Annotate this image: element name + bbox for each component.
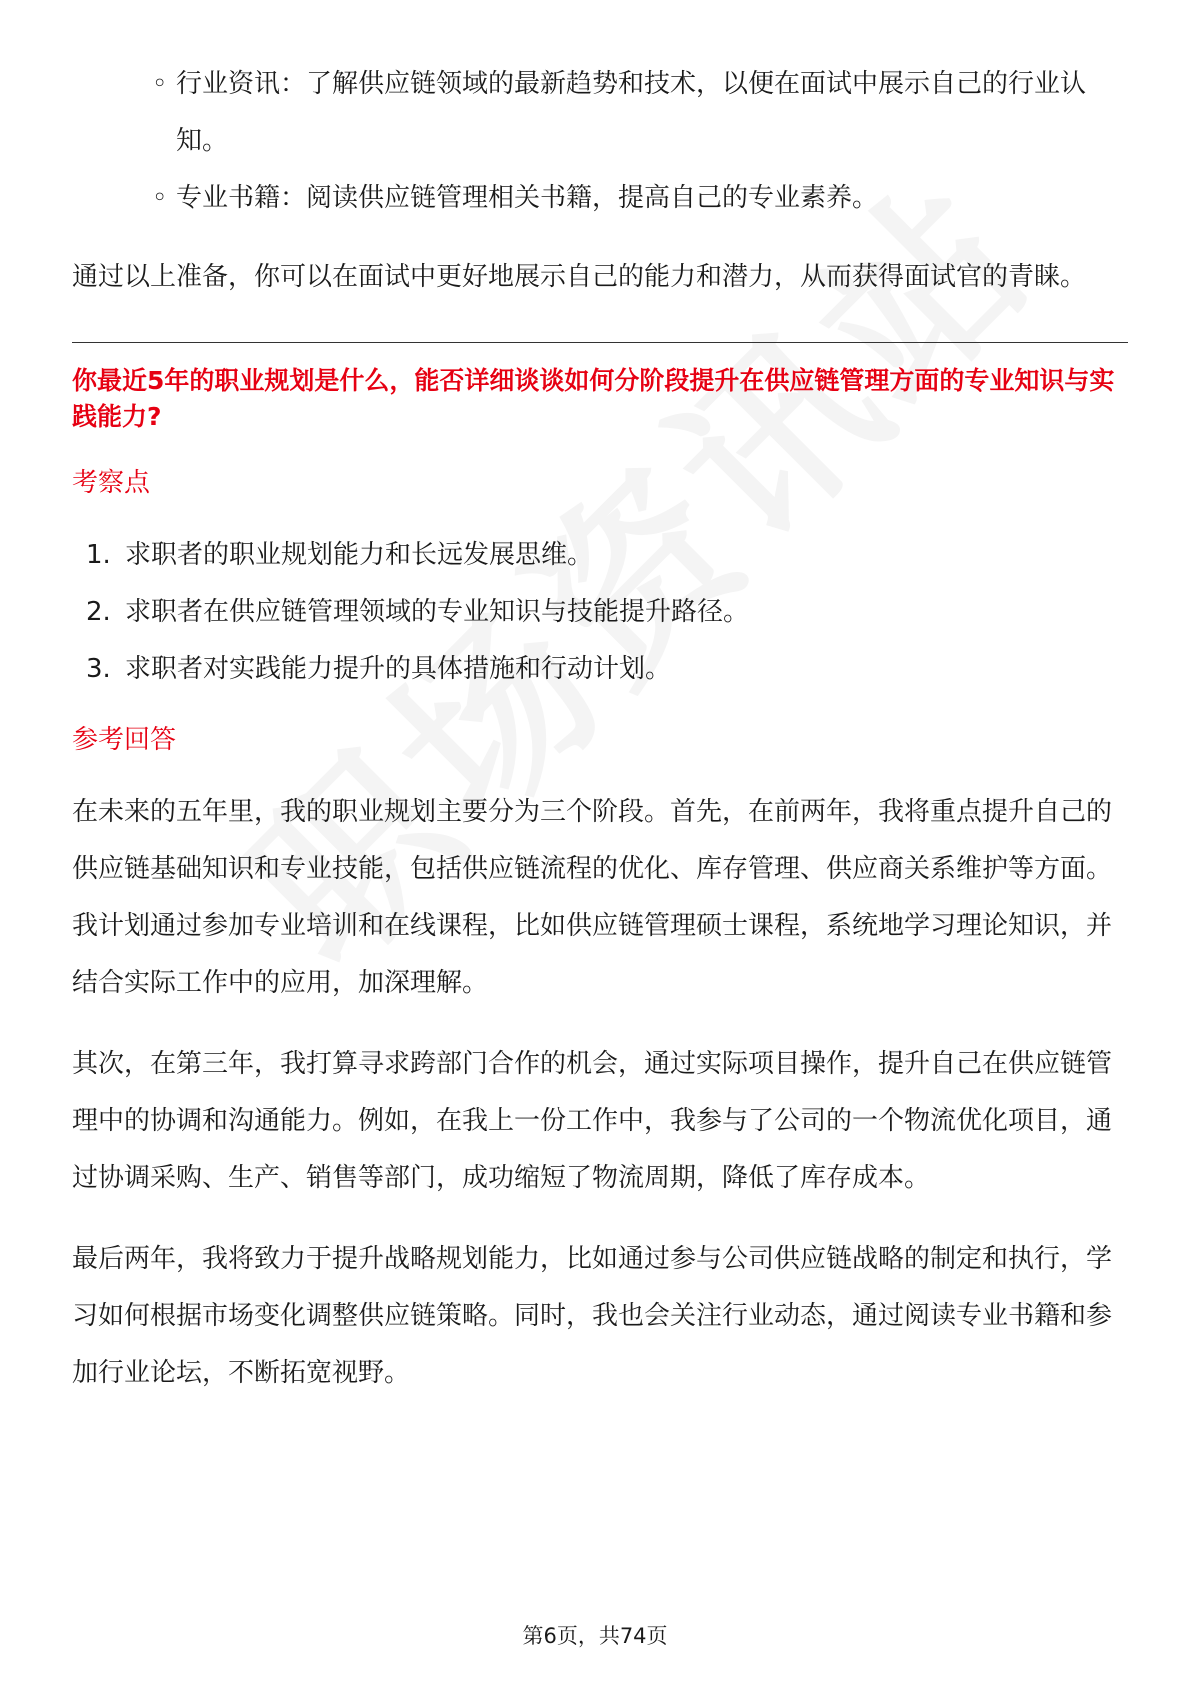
point-number: 2. [86, 597, 111, 627]
section-divider [72, 342, 1128, 343]
bullet-text: 专业书籍：阅读供应链管理相关书籍，提高自己的专业素养。 [176, 183, 879, 213]
bullet-marker: ◦ [152, 183, 168, 213]
page-number: 第6页，共74页 [522, 1624, 668, 1648]
point-text: 求职者在供应链管理领域的专业知识与技能提升路径。 [125, 597, 750, 627]
bullet-list [72, 56, 1128, 227]
bullet-marker: ◦ [152, 69, 168, 99]
point-text: 求职者对实践能力提升的具体措施和行动计划。 [125, 654, 672, 684]
answer-paragraph: 最后两年，我将致力于提升战略规划能力，比如通过参与公司供应链战略的制定和执行，学习如何根据市场变化调整供应链策略。同时，我也会关注行业动态，通过阅读专业书籍和参加行业论坛，不断拓宽视野。 [72, 1244, 1113, 1388]
summary-paragraph: 通过以上准备，你可以在面试中更好地展示自己的能力和潜力，从而获得面试官的青睐。 [72, 262, 1087, 292]
page-content [72, 56, 1128, 1402]
question-heading: 你最近5年的职业规划是什么，能否详细谈谈如何分阶段提升在供应链管理方面的专业知识与实践能力? [72, 366, 1115, 431]
point-number: 3. [86, 654, 111, 684]
points-list [72, 527, 1128, 698]
bullet-item [72, 56, 1128, 170]
answer-paragraph: 在未来的五年里，我的职业规划主要分为三个阶段。首先，在前两年，我将重点提升自己的供应链基础知识和专业技能，包括供应链流程的优化、库存管理、供应商关系维护等方面。我计划通过参加专业培训和在线课程，比如供应链管理硕士课程，系统地学习理论知识，并结合实际工作中的应用，加深理解。 [72, 797, 1113, 998]
answer-label: 参考回答 [72, 725, 177, 755]
point-item [72, 527, 1128, 584]
bullet-item [72, 170, 1128, 227]
point-text: 求职者的职业规划能力和长远发展思维。 [125, 540, 594, 570]
point-item [72, 584, 1128, 641]
point-number: 1. [86, 540, 111, 570]
point-item [72, 641, 1128, 698]
bullet-text: 行业资讯：了解供应链领域的最新趋势和技术，以便在面试中展示自己的行业认知。 [176, 69, 1087, 156]
points-label: 考察点 [72, 468, 151, 498]
answer-paragraph: 其次，在第三年，我打算寻求跨部门合作的机会，通过实际项目操作，提升自己在供应链管理中的协调和沟通能力。例如，在我上一份工作中，我参与了公司的一个物流优化项目，通过协调采购、生产、销售等部门，成功缩短了物流周期，降低了库存成本。 [72, 1049, 1113, 1193]
